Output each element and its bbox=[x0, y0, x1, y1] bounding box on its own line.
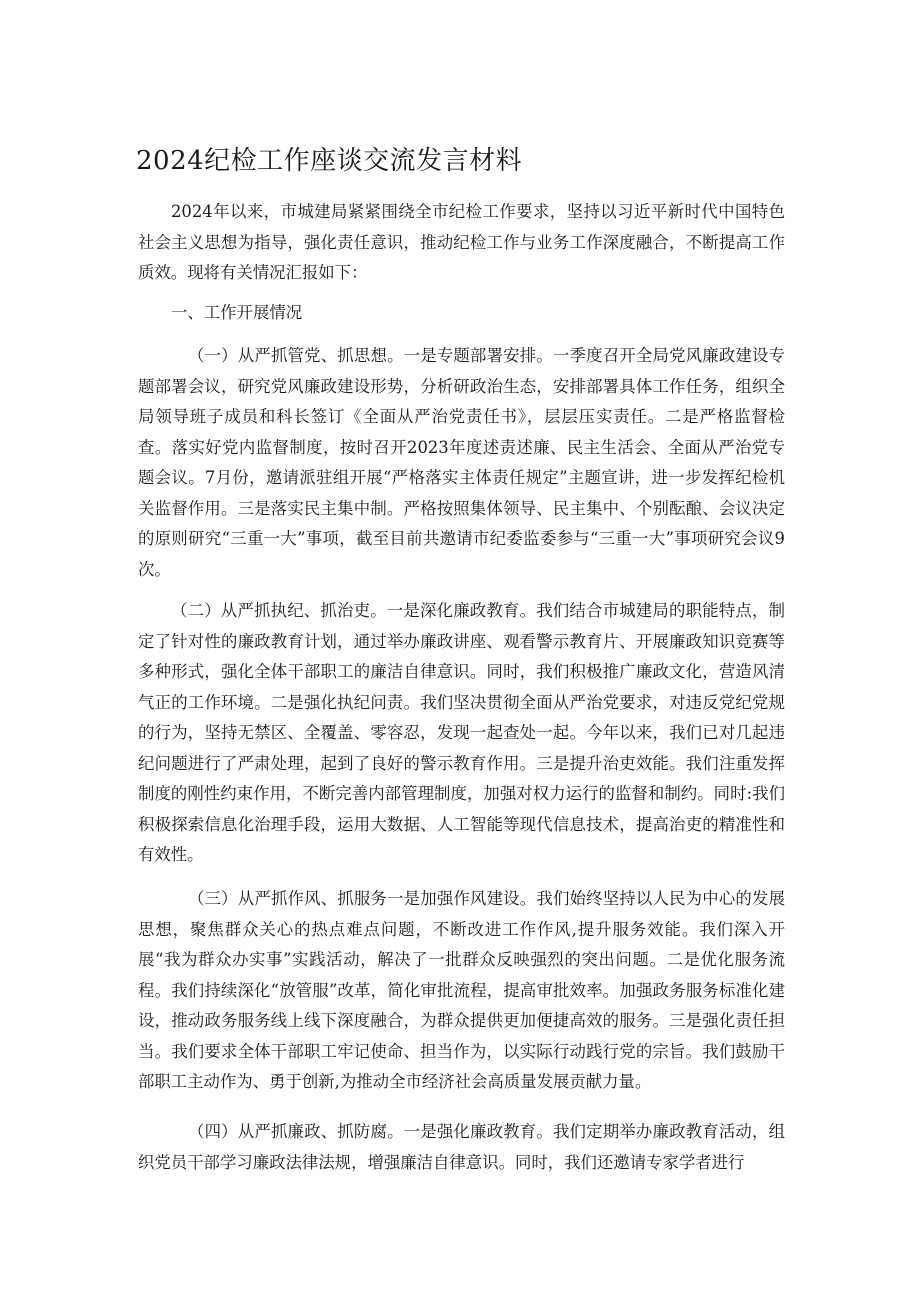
intro-paragraph: 2024年以来，市城建局紧紧围绕全市纪检工作要求，坚持以习近平新时代中国特色社会主义思想为指导，强化责任意识，推动纪检工作与业务工作深度融合，不断提高工作质效。现将有关情况汇报如下： bbox=[138, 202, 785, 282]
paragraph-item-2: （二）从严抓执纪、抓治吏。一是深化廉政教育。我们结合市城建局的职能特点，制定了针对性的廉政教育计划，通过举办廉政讲座、观看警示教育片、开展廉政知识竞赛等多种形式，强化全体干部职工的廉洁自律意识。同时，我们积极推广廉政文化，营造风清气正的工作环境。二是强化执纪问责。我们坚决贯彻全面从严治党要求，对违反党纪党规的行为，坚持无禁区、全覆盖、零容忍，发现一起查处一起。今年以来，我们已对几起违纪问题进行了严肃处理，起到了良好的警示教育作用。三是提升治吏效能。我们注重发挥制度的刚性约束作用，不断完善内部管理制度，加强对权力运行的监督和制约。同时:我们积极探索信息化治理手段，运用大数据、人工智能等现代信息技术，提高治吏的精准性和有效性。 bbox=[138, 601, 785, 864]
paragraph-item-3: （三）从严抓作风、抓服务一是加强作风建设。我们始终坚持以人民为中心的发展思想，聚焦群众关心的热点难点问题，不断改进工作作风,提升服务效能。我们深入开展“我为群众办实事”实践活动，解决了一批群众反映强烈的突出问题。二是优化服务流程。我们持续深化“放管服”改革，简化审批流程，提高审批效率。加强政务服务标准化建设，推动政务服务线上线下深度融合，为群众提供更加便捷高效的服务。三是强化责任担当。我们要求全体干部职工牢记使命、担当作为，以实际行动践行党的宗旨。我们鼓励干部职工主动作为、勇于创新,为推动全市经济社会高质量发展贡献力量。 bbox=[138, 889, 785, 1091]
paragraph-item-4: （四）从严抓廉政、抓防腐。一是强化廉政教育。我们定期举办廉政教育活动，组织党员干部学习廉政法律法规，增强廉洁自律意识。同时，我们还邀请专家学者进行 bbox=[138, 1122, 785, 1172]
section-heading: 一、工作开展情况 bbox=[171, 303, 303, 322]
paragraph-item-1: （一）从严抓管党、抓思想。一是专题部署安排。一季度召开全局党风廉政建设专题部署会议，研究党风廉政建设形势，分析研政治生态，安排部署具体工作任务，组织全局领导班子成员和科长签订《全面从严治党责任书》，层层压实责任。二是严格监督检查。落实好党内监督制度，按时召开2023年度述责述廉、民主生活会、全面从严治党专题会议。7月份，邀请派驻组开展“严格落实主体责任规定”主题宣讲，进一步发挥纪检机关监督作用。三是落实民主集中制。严格按照集体领导、民主集中、个别酝酿、会议决定的原则研究“三重一大”事项，截至目前共邀请市纪委监委参与“三重一大”事项研究会议9次。 bbox=[138, 346, 785, 579]
document-title: 2024纪检工作座谈交流发言材料 bbox=[136, 146, 523, 176]
